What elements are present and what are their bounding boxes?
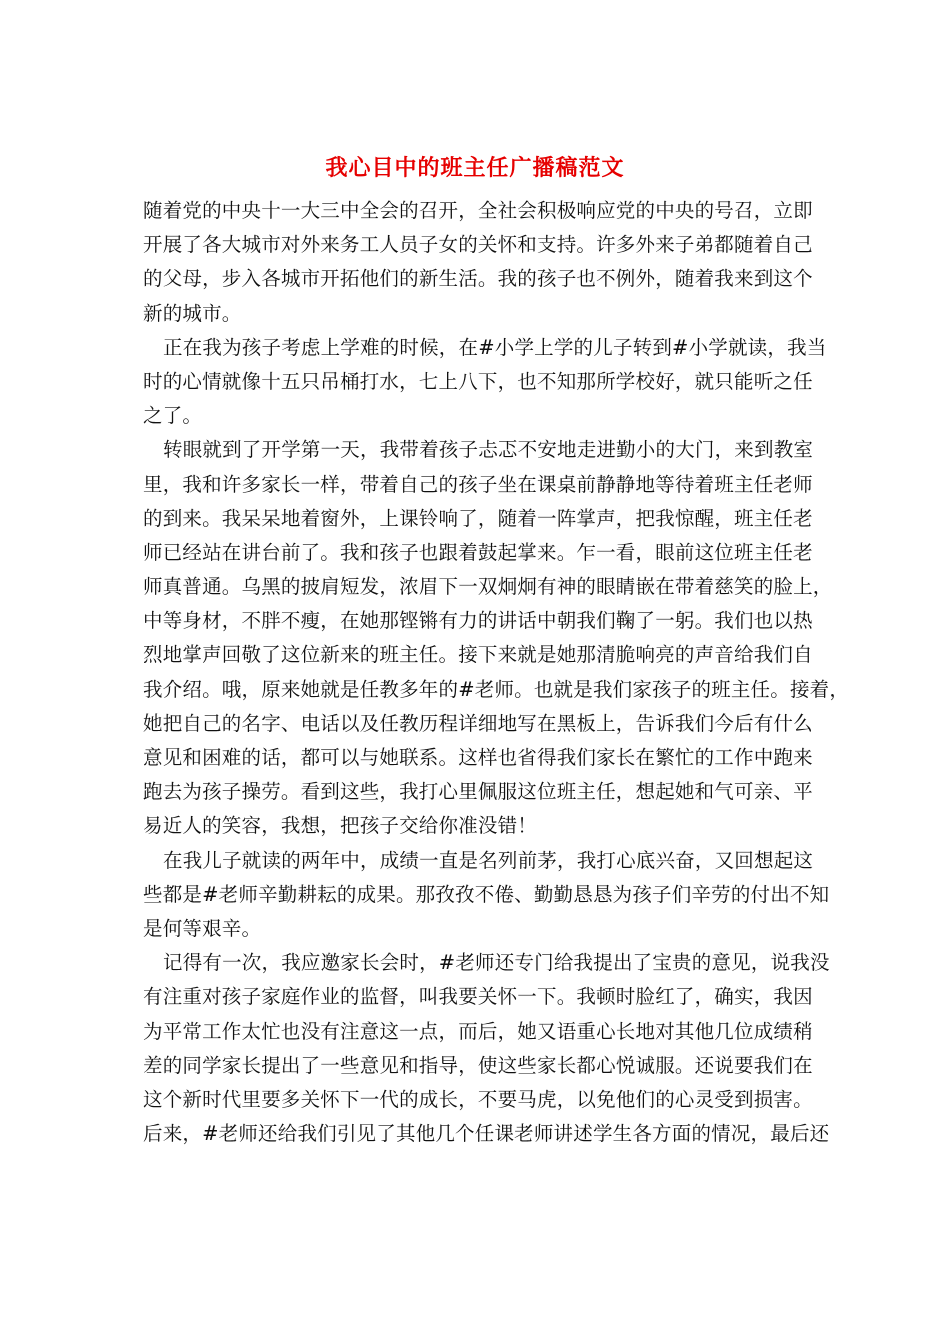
text-line: 意见和困难的话，都可以与她联系。这样也省得我们家长在繁忙的工作中跑来 bbox=[143, 746, 813, 769]
text-line: 之了。 bbox=[143, 404, 203, 428]
text-line: 开展了各大城市对外来务工人员子女的关怀和支持。许多外来子弟都随着自己 bbox=[143, 233, 813, 257]
text-line: 随着党的中央十一大三中全会的召开，全社会积极响应党的中央的号召，立即 bbox=[143, 199, 813, 222]
text-line: 是何等艰辛。 bbox=[143, 916, 262, 940]
text-line: 后来，#老师还给我们引见了其他几个任课老师讲述学生各方面的情况，最后还 bbox=[143, 1122, 830, 1146]
text-line: 有注重对孩子家庭作业的监督，叫我要关怀一下。我顿时脸红了，确实，我因 bbox=[143, 985, 813, 1009]
text-line: 我介绍。哦，原来她就是任教多年的#老师。也就是我们家孩子的班主任。接着， bbox=[143, 677, 850, 701]
text-line: 的到来。我呆呆地着窗外，上课铃响了，随着一阵掌声，把我惊醒，班主任老 bbox=[143, 506, 813, 530]
paragraph bbox=[143, 946, 833, 1151]
text-line: 里，我和许多家长一样，带着自己的孩子坐在课桌前静静地等待着班主任老师 bbox=[143, 472, 813, 496]
document-title: 我心目中的班主任广播稿范文 bbox=[325, 155, 625, 181]
text-line: 这个新时代里要多关怀下一代的成长，不要马虎，以免他们的心灵受到损害。 bbox=[143, 1087, 813, 1111]
text-line: 正在我为孩子考虑上学难的时候，在#小学上学的儿子转到#小学就读，我当 bbox=[163, 335, 827, 359]
text-line: 烈地掌声回敬了这位新来的班主任。接下来就是她那清脆响亮的声音给我们自 bbox=[143, 643, 813, 667]
text-line: 新的城市。 bbox=[143, 301, 242, 325]
paragraph bbox=[143, 331, 833, 434]
text-line: 记得有一次，我应邀家长会时，#老师还专门给我提出了宝贵的意见，说我没 bbox=[163, 951, 830, 975]
text-line: 时的心情就像十五只吊桶打水，七上八下，也不知那所学校好，就只能听之任 bbox=[143, 369, 813, 393]
text-line: 差的同学家长提出了一些意见和指导，使这些家长都心悦诚服。还说要我们在 bbox=[143, 1053, 813, 1077]
text-line: 中等身材，不胖不瘦，在她那铿锵有力的讲话中朝我们鞠了一躬。我们也以热 bbox=[143, 609, 813, 633]
text-line: 易近人的笑容，我想，把孩子交给你准没错！ bbox=[143, 814, 538, 838]
document-body bbox=[143, 194, 850, 1151]
paragraph bbox=[143, 433, 850, 843]
paragraph bbox=[143, 844, 833, 947]
text-line: 的父母，步入各城市开拓他们的新生活。我的孩子也不例外，随着我来到这个 bbox=[143, 267, 813, 291]
text-line: 为平常工作太忙也没有注意这一点，而后，她又语重心长地对其他几位成绩稍 bbox=[143, 1019, 813, 1043]
text-line: 转眼就到了开学第一天，我带着孩子忐忑不安地走进勤小的大门，来到教室 bbox=[163, 438, 814, 462]
paragraph bbox=[143, 194, 833, 331]
text-line: 跑去为孩子操劳。看到这些，我打心里佩服这位班主任，想起她和气可亲、平 bbox=[143, 780, 813, 804]
text-line: 些都是#老师辛勤耕耘的成果。那孜孜不倦、勤勤恳恳为孩子们辛劳的付出不知 bbox=[143, 882, 830, 906]
text-line: 师已经站在讲台前了。我和孩子也跟着鼓起掌来。乍一看，眼前这位班主任老 bbox=[143, 540, 813, 564]
text-line: 在我儿子就读的两年中，成绩一直是名列前茅，我打心底兴奋，又回想起这 bbox=[163, 848, 814, 872]
text-line: 师真普通。乌黑的披肩短发，浓眉下一双炯炯有神的眼睛嵌在带着慈笑的脸上， bbox=[143, 575, 833, 599]
text-line: 她把自己的名字、电话以及任教历程详细地写在黑板上，告诉我们今后有什么 bbox=[143, 711, 813, 735]
